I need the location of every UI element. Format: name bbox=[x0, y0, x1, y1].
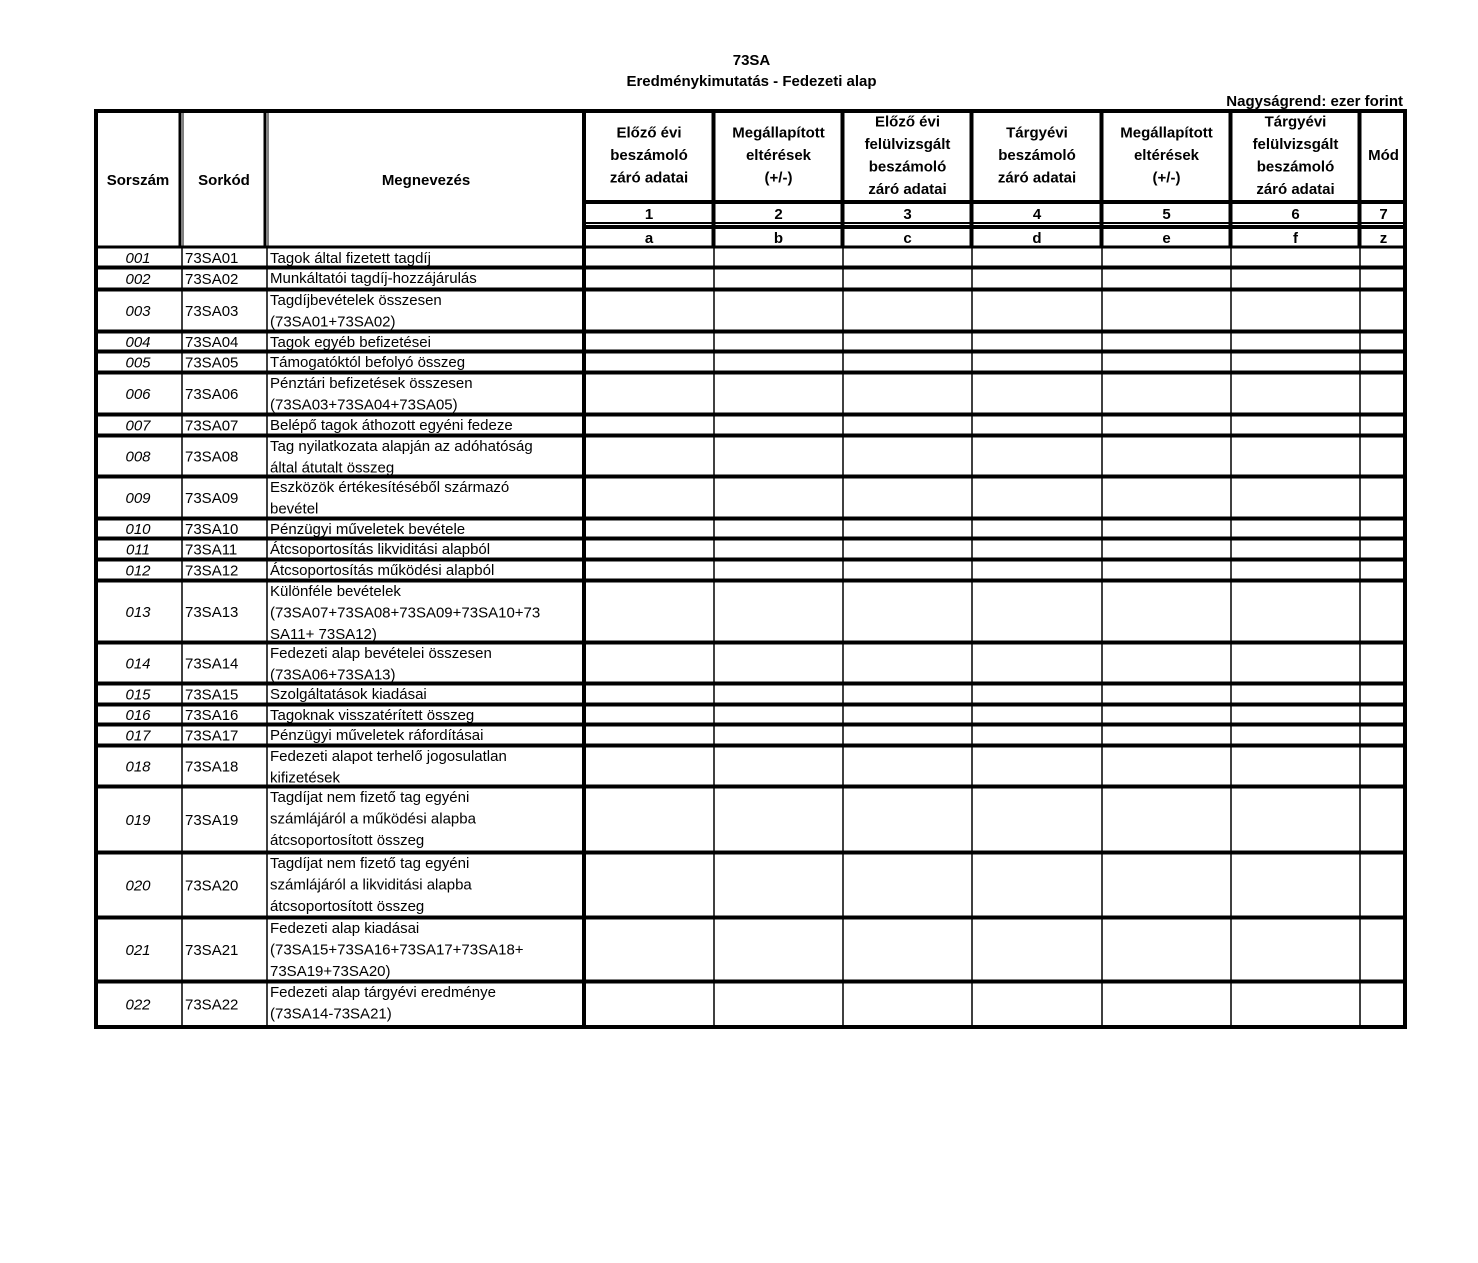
row-sorkod: 73SA21 bbox=[185, 942, 239, 959]
header-col-label: Tárgyévi bbox=[1264, 113, 1327, 131]
row-megnevezes: (73SA15+73SA16+73SA17+73SA18+ bbox=[270, 941, 524, 959]
row-sorszam: 009 bbox=[125, 490, 151, 507]
row-sorkod: 73SA19 bbox=[185, 812, 239, 829]
row-megnevezes: Fedezeti alap tárgyévi eredménye bbox=[270, 984, 496, 1001]
row-sorkod: 73SA22 bbox=[185, 996, 239, 1014]
row-sorkod: 73SA20 bbox=[185, 877, 239, 895]
header-col-label: Előző évi bbox=[616, 124, 682, 142]
header-col-label: záró adatai bbox=[997, 169, 1077, 187]
row-sorszam: 012 bbox=[125, 562, 151, 580]
row-sorkod: 73SA11 bbox=[185, 541, 238, 559]
table-body bbox=[125, 250, 540, 1023]
header-col-letter: c bbox=[903, 230, 912, 247]
header-col-label: Mód bbox=[1368, 147, 1399, 164]
row-megnevezes: Támogatóktól befolyó összeg bbox=[270, 354, 466, 371]
row-sorszam: 005 bbox=[125, 354, 151, 372]
row-megnevezes: Eszközök értékesítéséből származó bbox=[270, 479, 510, 496]
row-megnevezes: kifizetések bbox=[270, 769, 341, 787]
header-col-label: Megállapított bbox=[732, 124, 825, 142]
header-col-label: Tárgyévi bbox=[1006, 124, 1068, 142]
row-megnevezes: átcsoportosított összeg bbox=[270, 832, 425, 849]
row-sorkod: 73SA04 bbox=[185, 334, 239, 351]
row-megnevezes: Tagok egyéb befizetései bbox=[270, 334, 431, 351]
header-col-letter: z bbox=[1379, 230, 1388, 247]
row-sorkod: 73SA14 bbox=[185, 655, 239, 673]
row-megnevezes: Munkáltatói tagdíj-hozzájárulás bbox=[270, 270, 477, 287]
row-megnevezes: bevétel bbox=[270, 500, 319, 518]
header-col-label: záró adatai bbox=[609, 169, 689, 187]
header-col-number: 2 bbox=[774, 206, 783, 223]
row-megnevezes: Belépő tagok áthozott egyéni fedeze bbox=[270, 417, 513, 434]
header-col-letter: f bbox=[1293, 230, 1298, 247]
row-sorkod: 73SA06 bbox=[185, 386, 239, 403]
row-sorkod: 73SA05 bbox=[185, 354, 239, 372]
row-sorszam: 003 bbox=[125, 303, 151, 320]
row-sorkod: 73SA10 bbox=[185, 521, 239, 538]
header-col-label: eltérések bbox=[745, 147, 812, 164]
row-megnevezes: Tagdíjat nem fizető tag egyéni bbox=[270, 855, 470, 872]
form-title: Eredménykimutatás - Fedezeti alap bbox=[626, 73, 877, 90]
row-megnevezes: (73SA06+73SA13) bbox=[270, 666, 396, 684]
row-megnevezes: Pénzügyi műveletek bevétele bbox=[270, 521, 466, 538]
header-col-label: (+/-) bbox=[1152, 169, 1181, 187]
row-sorszam: 015 bbox=[125, 686, 151, 704]
row-sorszam: 014 bbox=[125, 655, 151, 673]
header-col-number: 4 bbox=[1032, 206, 1042, 223]
row-sorszam: 018 bbox=[125, 758, 151, 776]
row-sorszam: 021 bbox=[125, 942, 151, 959]
row-megnevezes: Pénzügyi műveletek ráfordításai bbox=[270, 727, 484, 744]
row-sorkod: 73SA02 bbox=[185, 271, 239, 288]
header-col-label: beszámoló bbox=[868, 158, 947, 176]
row-sorkod: 73SA01 bbox=[185, 250, 239, 267]
header-col-label: felülvizsgált bbox=[864, 135, 951, 153]
header-col-label: beszámoló bbox=[1256, 158, 1335, 176]
row-megnevezes: (73SA03+73SA04+73SA05) bbox=[270, 396, 458, 414]
row-megnevezes: számlájáról a működési alapba bbox=[270, 810, 476, 828]
header-col-letter: d bbox=[1032, 230, 1042, 247]
row-sorkod: 73SA12 bbox=[185, 562, 239, 580]
row-megnevezes: Tagdíjat nem fizető tag egyéni bbox=[270, 789, 470, 806]
row-megnevezes: Átcsoportosítás likviditási alapból bbox=[270, 541, 491, 558]
row-sorszam: 002 bbox=[125, 271, 151, 288]
row-sorkod: 73SA03 bbox=[185, 303, 239, 320]
row-sorszam: 004 bbox=[125, 334, 151, 351]
results-table bbox=[94, 109, 1407, 1029]
row-sorszam: 016 bbox=[125, 707, 151, 724]
header-megnevezes: Megnevezés bbox=[381, 172, 471, 189]
row-megnevezes: által átutalt összeg bbox=[270, 459, 395, 477]
row-megnevezes: számlájáról a likviditási alapba bbox=[270, 876, 472, 894]
row-sorszam: 019 bbox=[125, 812, 151, 829]
row-megnevezes: Tag nyilatkozata alapján az adóhatóság bbox=[270, 438, 533, 455]
header-col-number: 1 bbox=[644, 206, 654, 223]
row-sorszam: 017 bbox=[125, 727, 151, 745]
header-col-label: (+/-) bbox=[764, 169, 793, 187]
header-sorkod: Sorkód bbox=[198, 172, 250, 189]
row-megnevezes: 73SA19+73SA20) bbox=[270, 963, 391, 980]
header-col-label: beszámoló bbox=[998, 147, 1076, 164]
header-col-number: 6 bbox=[1291, 206, 1300, 223]
header-col-letter: b bbox=[773, 230, 784, 247]
row-sorszam: 010 bbox=[125, 521, 151, 538]
row-megnevezes: Fedezeti alap bevételei összesen bbox=[270, 645, 492, 662]
row-megnevezes: Fedezeti alap kiadásai bbox=[270, 920, 420, 937]
unit-label: Nagyságrend: ezer forint bbox=[1226, 93, 1403, 110]
row-megnevezes: Fedezeti alapot terhelő jogosulatlan bbox=[270, 748, 507, 765]
row-megnevezes: Tagoknak visszatérített összeg bbox=[270, 707, 475, 724]
header-col-label: záró adatai bbox=[1256, 180, 1335, 198]
row-megnevezes: SA11+ 73SA12) bbox=[270, 626, 377, 643]
row-sorkod: 73SA18 bbox=[185, 758, 239, 776]
row-sorkod: 73SA15 bbox=[185, 686, 239, 704]
header-col-number: 5 bbox=[1162, 206, 1171, 223]
row-sorkod: 73SA13 bbox=[185, 604, 239, 621]
header-col-letter: a bbox=[644, 230, 654, 247]
form-code: 73SA bbox=[732, 52, 771, 69]
row-megnevezes: (73SA01+73SA02) bbox=[270, 313, 396, 331]
header-col-label: felülvizsgált bbox=[1252, 135, 1339, 153]
row-megnevezes: (73SA14-73SA21) bbox=[270, 1005, 392, 1023]
header-col-number: 7 bbox=[1379, 206, 1388, 223]
row-megnevezes: (73SA07+73SA08+73SA09+73SA10+73 bbox=[270, 604, 541, 622]
header-col-label: záró adatai bbox=[868, 180, 947, 198]
row-sorkod: 73SA17 bbox=[185, 727, 239, 745]
row-megnevezes: Tagdíjbevételek összesen bbox=[270, 292, 442, 309]
row-sorszam: 007 bbox=[125, 417, 151, 435]
row-sorszam: 001 bbox=[125, 250, 151, 267]
row-sorszam: 006 bbox=[125, 386, 151, 403]
row-sorkod: 73SA08 bbox=[185, 448, 239, 466]
row-sorszam: 013 bbox=[125, 604, 151, 621]
row-sorkod: 73SA07 bbox=[185, 417, 239, 435]
header-col-label: Előző évi bbox=[874, 113, 941, 131]
row-sorszam: 022 bbox=[125, 996, 151, 1014]
row-sorszam: 020 bbox=[125, 877, 151, 895]
row-megnevezes: Tagok által fizetett tagdíj bbox=[270, 250, 431, 267]
row-megnevezes: Szolgáltatások kiadásai bbox=[270, 686, 427, 703]
row-sorkod: 73SA09 bbox=[185, 490, 239, 507]
row-sorszam: 011 bbox=[126, 541, 150, 559]
header-col-label: Megállapított bbox=[1120, 124, 1213, 142]
header-col-letter: e bbox=[1162, 230, 1171, 247]
row-megnevezes: Különféle bevételek bbox=[270, 583, 401, 600]
header-col-number: 3 bbox=[903, 206, 912, 223]
row-megnevezes: Átcsoportosítás működési alapból bbox=[270, 562, 495, 579]
row-megnevezes: átcsoportosított összeg bbox=[270, 898, 425, 915]
header-sorszam: Sorszám bbox=[106, 172, 170, 189]
header-col-label: eltérések bbox=[1133, 147, 1200, 164]
row-sorkod: 73SA16 bbox=[185, 707, 239, 724]
header-col-label: beszámoló bbox=[610, 147, 688, 164]
row-sorszam: 008 bbox=[125, 448, 151, 466]
row-megnevezes: Pénztári befizetések összesen bbox=[270, 375, 473, 392]
